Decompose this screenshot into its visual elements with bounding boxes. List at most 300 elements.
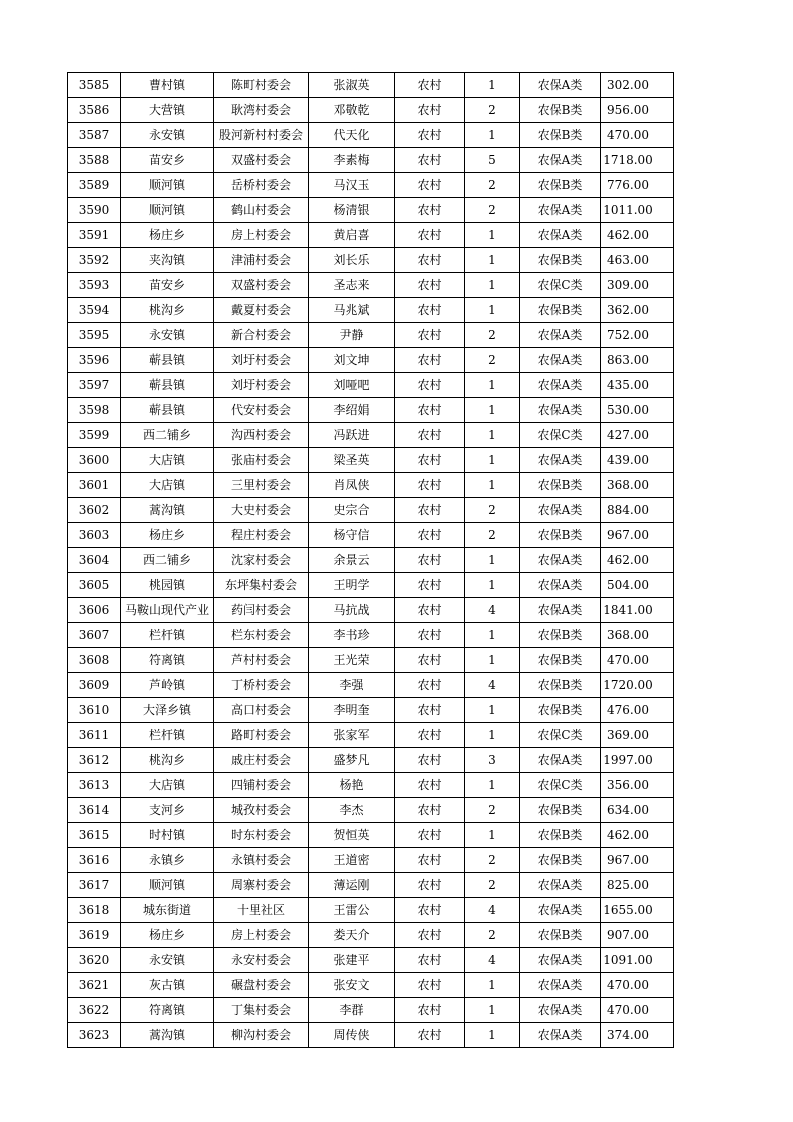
town-name-cell: 芦岭镇 <box>121 673 214 698</box>
row-number-cell: 3596 <box>68 348 121 373</box>
village-committee-cell: 三里村委会 <box>214 473 309 498</box>
household-size-cell: 1 <box>465 723 520 748</box>
village-committee-cell: 耿湾村委会 <box>214 98 309 123</box>
table-row <box>68 273 674 298</box>
village-committee-cell: 股河新村村委会 <box>214 123 309 148</box>
insurance-category-cell: 农保A类 <box>520 998 601 1023</box>
person-name-cell: 王雷公 <box>309 898 395 923</box>
insurance-category-cell: 农保B类 <box>520 923 601 948</box>
village-committee-cell: 房上村委会 <box>214 223 309 248</box>
row-number-cell: 3591 <box>68 223 121 248</box>
table-row <box>68 98 674 123</box>
amount-cell: 476.00 <box>601 698 674 723</box>
insurance-category-cell: 农保A类 <box>520 948 601 973</box>
village-committee-cell: 戚庄村委会 <box>214 748 309 773</box>
table-row <box>68 948 674 973</box>
table-row <box>68 623 674 648</box>
household-size-cell: 1 <box>465 548 520 573</box>
insurance-category-cell: 农保A类 <box>520 898 601 923</box>
town-name-cell: 蕲县镇 <box>121 398 214 423</box>
insurance-category-cell: 农保C类 <box>520 423 601 448</box>
household-type-cell: 农村 <box>395 923 465 948</box>
person-name-cell: 肖凤侠 <box>309 473 395 498</box>
town-name-cell: 苗安乡 <box>121 273 214 298</box>
household-size-cell: 4 <box>465 898 520 923</box>
person-name-cell: 张家军 <box>309 723 395 748</box>
amount-cell: 504.00 <box>601 573 674 598</box>
village-committee-cell: 沈家村委会 <box>214 548 309 573</box>
amount-cell: 374.00 <box>601 1023 674 1048</box>
household-type-cell: 农村 <box>395 473 465 498</box>
amount-cell: 967.00 <box>601 848 674 873</box>
person-name-cell: 杨清银 <box>309 198 395 223</box>
row-number-cell: 3593 <box>68 273 121 298</box>
row-number-cell: 3588 <box>68 148 121 173</box>
household-type-cell: 农村 <box>395 73 465 98</box>
household-size-cell: 1 <box>465 298 520 323</box>
table-row <box>68 448 674 473</box>
row-number-cell: 3609 <box>68 673 121 698</box>
insurance-category-cell: 农保B类 <box>520 98 601 123</box>
amount-cell: 1997.00 <box>601 748 674 773</box>
village-committee-cell: 鹤山村委会 <box>214 198 309 223</box>
insurance-category-cell: 农保A类 <box>520 323 601 348</box>
table-row <box>68 498 674 523</box>
village-committee-cell: 高口村委会 <box>214 698 309 723</box>
household-size-cell: 4 <box>465 598 520 623</box>
row-number-cell: 3587 <box>68 123 121 148</box>
village-committee-cell: 张庙村委会 <box>214 448 309 473</box>
assistance-roster-table <box>67 72 674 1048</box>
town-name-cell: 大店镇 <box>121 473 214 498</box>
village-committee-cell: 药闫村委会 <box>214 598 309 623</box>
table-row <box>68 473 674 498</box>
town-name-cell: 大营镇 <box>121 98 214 123</box>
town-name-cell: 桃沟乡 <box>121 748 214 773</box>
person-name-cell: 梁圣英 <box>309 448 395 473</box>
table-body <box>68 73 674 1048</box>
person-name-cell: 张安文 <box>309 973 395 998</box>
town-name-cell: 蒿沟镇 <box>121 1023 214 1048</box>
amount-cell: 1091.00 <box>601 948 674 973</box>
town-name-cell: 栏杆镇 <box>121 623 214 648</box>
row-number-cell: 3613 <box>68 773 121 798</box>
household-type-cell: 农村 <box>395 223 465 248</box>
insurance-category-cell: 农保B类 <box>520 698 601 723</box>
household-type-cell: 农村 <box>395 123 465 148</box>
household-type-cell: 农村 <box>395 648 465 673</box>
insurance-category-cell: 农保B类 <box>520 648 601 673</box>
village-committee-cell: 路町村委会 <box>214 723 309 748</box>
household-type-cell: 农村 <box>395 898 465 923</box>
person-name-cell: 邓敬乾 <box>309 98 395 123</box>
table-row <box>68 573 674 598</box>
household-type-cell: 农村 <box>395 423 465 448</box>
row-number-cell: 3610 <box>68 698 121 723</box>
village-committee-cell: 城孜村委会 <box>214 798 309 823</box>
village-committee-cell: 戴夏村委会 <box>214 298 309 323</box>
person-name-cell: 马抗战 <box>309 598 395 623</box>
person-name-cell: 李绍娟 <box>309 398 395 423</box>
table-row <box>68 723 674 748</box>
table-row <box>68 798 674 823</box>
table-row <box>68 698 674 723</box>
amount-cell: 530.00 <box>601 398 674 423</box>
person-name-cell: 黄启喜 <box>309 223 395 248</box>
person-name-cell: 马兆斌 <box>309 298 395 323</box>
person-name-cell: 史宗合 <box>309 498 395 523</box>
household-type-cell: 农村 <box>395 723 465 748</box>
amount-cell: 470.00 <box>601 973 674 998</box>
village-committee-cell: 大史村委会 <box>214 498 309 523</box>
amount-cell: 368.00 <box>601 473 674 498</box>
insurance-category-cell: 农保A类 <box>520 748 601 773</box>
household-size-cell: 1 <box>465 73 520 98</box>
insurance-category-cell: 农保C类 <box>520 723 601 748</box>
household-type-cell: 农村 <box>395 273 465 298</box>
household-type-cell: 农村 <box>395 498 465 523</box>
row-number-cell: 3598 <box>68 398 121 423</box>
insurance-category-cell: 农保A类 <box>520 348 601 373</box>
household-size-cell: 2 <box>465 173 520 198</box>
table-row <box>68 223 674 248</box>
person-name-cell: 李群 <box>309 998 395 1023</box>
household-size-cell: 2 <box>465 873 520 898</box>
household-size-cell: 2 <box>465 798 520 823</box>
village-committee-cell: 十里社区 <box>214 898 309 923</box>
person-name-cell: 杨守信 <box>309 523 395 548</box>
village-committee-cell: 东坪集村委会 <box>214 573 309 598</box>
person-name-cell: 娄天介 <box>309 923 395 948</box>
household-type-cell: 农村 <box>395 673 465 698</box>
amount-cell: 634.00 <box>601 798 674 823</box>
table-row <box>68 523 674 548</box>
insurance-category-cell: 农保B类 <box>520 823 601 848</box>
amount-cell: 462.00 <box>601 548 674 573</box>
person-name-cell: 王光荣 <box>309 648 395 673</box>
household-type-cell: 农村 <box>395 248 465 273</box>
village-committee-cell: 柳沟村委会 <box>214 1023 309 1048</box>
table-row <box>68 773 674 798</box>
amount-cell: 752.00 <box>601 323 674 348</box>
row-number-cell: 3607 <box>68 623 121 648</box>
household-size-cell: 1 <box>465 223 520 248</box>
assistance-roster-sheet <box>67 72 673 1048</box>
table-row <box>68 998 674 1023</box>
town-name-cell: 杨庄乡 <box>121 523 214 548</box>
row-number-cell: 3586 <box>68 98 121 123</box>
town-name-cell: 栏杆镇 <box>121 723 214 748</box>
person-name-cell: 贺恒英 <box>309 823 395 848</box>
row-number-cell: 3600 <box>68 448 121 473</box>
person-name-cell: 王明学 <box>309 573 395 598</box>
village-committee-cell: 丁桥村委会 <box>214 673 309 698</box>
amount-cell: 368.00 <box>601 623 674 648</box>
town-name-cell: 大店镇 <box>121 448 214 473</box>
table-row <box>68 398 674 423</box>
household-size-cell: 1 <box>465 998 520 1023</box>
row-number-cell: 3594 <box>68 298 121 323</box>
insurance-category-cell: 农保B类 <box>520 248 601 273</box>
insurance-category-cell: 农保A类 <box>520 448 601 473</box>
table-row <box>68 898 674 923</box>
household-type-cell: 农村 <box>395 823 465 848</box>
person-name-cell: 李书珍 <box>309 623 395 648</box>
household-size-cell: 1 <box>465 623 520 648</box>
row-number-cell: 3597 <box>68 373 121 398</box>
amount-cell: 356.00 <box>601 773 674 798</box>
household-type-cell: 农村 <box>395 448 465 473</box>
household-size-cell: 1 <box>465 273 520 298</box>
amount-cell: 776.00 <box>601 173 674 198</box>
household-type-cell: 农村 <box>395 298 465 323</box>
insurance-category-cell: 农保A类 <box>520 873 601 898</box>
household-type-cell: 农村 <box>395 848 465 873</box>
table-row <box>68 973 674 998</box>
household-type-cell: 农村 <box>395 323 465 348</box>
village-committee-cell: 双盛村委会 <box>214 148 309 173</box>
household-type-cell: 农村 <box>395 173 465 198</box>
person-name-cell: 李强 <box>309 673 395 698</box>
town-name-cell: 夹沟镇 <box>121 248 214 273</box>
insurance-category-cell: 农保B类 <box>520 798 601 823</box>
amount-cell: 302.00 <box>601 73 674 98</box>
insurance-category-cell: 农保B类 <box>520 848 601 873</box>
table-row <box>68 748 674 773</box>
person-name-cell: 薄运刚 <box>309 873 395 898</box>
household-size-cell: 3 <box>465 748 520 773</box>
person-name-cell: 刘哑吧 <box>309 373 395 398</box>
amount-cell: 435.00 <box>601 373 674 398</box>
town-name-cell: 时村镇 <box>121 823 214 848</box>
town-name-cell: 蕲县镇 <box>121 348 214 373</box>
person-name-cell: 盛梦凡 <box>309 748 395 773</box>
town-name-cell: 蒿沟镇 <box>121 498 214 523</box>
insurance-category-cell: 农保B类 <box>520 298 601 323</box>
town-name-cell: 桃沟乡 <box>121 298 214 323</box>
row-number-cell: 3620 <box>68 948 121 973</box>
person-name-cell: 马汉玉 <box>309 173 395 198</box>
row-number-cell: 3605 <box>68 573 121 598</box>
person-name-cell: 余景云 <box>309 548 395 573</box>
table-row <box>68 673 674 698</box>
household-type-cell: 农村 <box>395 398 465 423</box>
town-name-cell: 顺河镇 <box>121 873 214 898</box>
village-committee-cell: 时东村委会 <box>214 823 309 848</box>
table-row <box>68 423 674 448</box>
amount-cell: 470.00 <box>601 998 674 1023</box>
town-name-cell: 顺河镇 <box>121 173 214 198</box>
table-row <box>68 923 674 948</box>
village-committee-cell: 双盛村委会 <box>214 273 309 298</box>
amount-cell: 470.00 <box>601 648 674 673</box>
person-name-cell: 王道密 <box>309 848 395 873</box>
town-name-cell: 永安镇 <box>121 948 214 973</box>
row-number-cell: 3595 <box>68 323 121 348</box>
insurance-category-cell: 农保A类 <box>520 148 601 173</box>
household-type-cell: 农村 <box>395 623 465 648</box>
village-committee-cell: 芦村村委会 <box>214 648 309 673</box>
table-row <box>68 323 674 348</box>
amount-cell: 462.00 <box>601 223 674 248</box>
row-number-cell: 3618 <box>68 898 121 923</box>
person-name-cell: 尹静 <box>309 323 395 348</box>
row-number-cell: 3608 <box>68 648 121 673</box>
row-number-cell: 3606 <box>68 598 121 623</box>
insurance-category-cell: 农保A类 <box>520 223 601 248</box>
household-size-cell: 2 <box>465 198 520 223</box>
row-number-cell: 3599 <box>68 423 121 448</box>
table-row <box>68 298 674 323</box>
row-number-cell: 3589 <box>68 173 121 198</box>
town-name-cell: 杨庄乡 <box>121 223 214 248</box>
insurance-category-cell: 农保A类 <box>520 973 601 998</box>
amount-cell: 1841.00 <box>601 598 674 623</box>
household-type-cell: 农村 <box>395 873 465 898</box>
person-name-cell: 李明奎 <box>309 698 395 723</box>
town-name-cell: 永安镇 <box>121 323 214 348</box>
row-number-cell: 3602 <box>68 498 121 523</box>
village-committee-cell: 刘圩村委会 <box>214 373 309 398</box>
household-type-cell: 农村 <box>395 998 465 1023</box>
household-type-cell: 农村 <box>395 523 465 548</box>
village-committee-cell: 陈町村委会 <box>214 73 309 98</box>
person-name-cell: 李素梅 <box>309 148 395 173</box>
person-name-cell: 张淑英 <box>309 73 395 98</box>
town-name-cell: 桃园镇 <box>121 573 214 598</box>
row-number-cell: 3585 <box>68 73 121 98</box>
insurance-category-cell: 农保B类 <box>520 673 601 698</box>
household-size-cell: 1 <box>465 648 520 673</box>
household-type-cell: 农村 <box>395 598 465 623</box>
insurance-category-cell: 农保A类 <box>520 548 601 573</box>
person-name-cell: 冯跃进 <box>309 423 395 448</box>
household-type-cell: 农村 <box>395 548 465 573</box>
town-name-cell: 西二铺乡 <box>121 548 214 573</box>
village-committee-cell: 栏东村委会 <box>214 623 309 648</box>
village-committee-cell: 房上村委会 <box>214 923 309 948</box>
amount-cell: 463.00 <box>601 248 674 273</box>
row-number-cell: 3617 <box>68 873 121 898</box>
amount-cell: 825.00 <box>601 873 674 898</box>
row-number-cell: 3604 <box>68 548 121 573</box>
village-committee-cell: 周寨村委会 <box>214 873 309 898</box>
row-number-cell: 3603 <box>68 523 121 548</box>
insurance-category-cell: 农保B类 <box>520 623 601 648</box>
row-number-cell: 3623 <box>68 1023 121 1048</box>
town-name-cell: 符离镇 <box>121 648 214 673</box>
household-size-cell: 1 <box>465 423 520 448</box>
row-number-cell: 3619 <box>68 923 121 948</box>
amount-cell: 369.00 <box>601 723 674 748</box>
town-name-cell: 蕲县镇 <box>121 373 214 398</box>
insurance-category-cell: 农保B类 <box>520 123 601 148</box>
amount-cell: 967.00 <box>601 523 674 548</box>
household-size-cell: 1 <box>465 473 520 498</box>
amount-cell: 462.00 <box>601 823 674 848</box>
household-size-cell: 1 <box>465 973 520 998</box>
person-name-cell: 周传侠 <box>309 1023 395 1048</box>
person-name-cell: 刘文坤 <box>309 348 395 373</box>
household-size-cell: 1 <box>465 823 520 848</box>
village-committee-cell: 永镇村委会 <box>214 848 309 873</box>
amount-cell: 1718.00 <box>601 148 674 173</box>
table-row <box>68 148 674 173</box>
amount-cell: 884.00 <box>601 498 674 523</box>
table-row <box>68 1023 674 1048</box>
village-committee-cell: 永安村委会 <box>214 948 309 973</box>
row-number-cell: 3611 <box>68 723 121 748</box>
amount-cell: 1655.00 <box>601 898 674 923</box>
table-row <box>68 373 674 398</box>
insurance-category-cell: 农保B类 <box>520 523 601 548</box>
household-size-cell: 1 <box>465 398 520 423</box>
household-size-cell: 1 <box>465 1023 520 1048</box>
table-row <box>68 73 674 98</box>
town-name-cell: 大泽乡镇 <box>121 698 214 723</box>
town-name-cell: 马鞍山现代产业 <box>121 598 214 623</box>
table-row <box>68 873 674 898</box>
row-number-cell: 3616 <box>68 848 121 873</box>
town-name-cell: 杨庄乡 <box>121 923 214 948</box>
household-size-cell: 1 <box>465 698 520 723</box>
village-committee-cell: 碾盘村委会 <box>214 973 309 998</box>
village-committee-cell: 刘圩村委会 <box>214 348 309 373</box>
insurance-category-cell: 农保B类 <box>520 173 601 198</box>
row-number-cell: 3615 <box>68 823 121 848</box>
household-type-cell: 农村 <box>395 348 465 373</box>
household-size-cell: 4 <box>465 948 520 973</box>
household-size-cell: 4 <box>465 673 520 698</box>
household-type-cell: 农村 <box>395 373 465 398</box>
amount-cell: 362.00 <box>601 298 674 323</box>
household-type-cell: 农村 <box>395 773 465 798</box>
person-name-cell: 杨艳 <box>309 773 395 798</box>
town-name-cell: 永安镇 <box>121 123 214 148</box>
household-size-cell: 1 <box>465 123 520 148</box>
amount-cell: 1011.00 <box>601 198 674 223</box>
person-name-cell: 圣志来 <box>309 273 395 298</box>
insurance-category-cell: 农保C类 <box>520 773 601 798</box>
town-name-cell: 符离镇 <box>121 998 214 1023</box>
person-name-cell: 刘长乐 <box>309 248 395 273</box>
row-number-cell: 3590 <box>68 198 121 223</box>
town-name-cell: 永镇乡 <box>121 848 214 873</box>
village-committee-cell: 丁集村委会 <box>214 998 309 1023</box>
amount-cell: 470.00 <box>601 123 674 148</box>
village-committee-cell: 沟西村委会 <box>214 423 309 448</box>
table-row <box>68 648 674 673</box>
insurance-category-cell: 农保A类 <box>520 398 601 423</box>
household-size-cell: 1 <box>465 248 520 273</box>
household-size-cell: 2 <box>465 323 520 348</box>
household-size-cell: 2 <box>465 848 520 873</box>
household-size-cell: 2 <box>465 348 520 373</box>
household-size-cell: 1 <box>465 573 520 598</box>
row-number-cell: 3592 <box>68 248 121 273</box>
town-name-cell: 曹村镇 <box>121 73 214 98</box>
household-size-cell: 1 <box>465 373 520 398</box>
table-row <box>68 348 674 373</box>
table-row <box>68 248 674 273</box>
household-size-cell: 2 <box>465 98 520 123</box>
table-row <box>68 173 674 198</box>
insurance-category-cell: 农保A类 <box>520 498 601 523</box>
person-name-cell: 李杰 <box>309 798 395 823</box>
row-number-cell: 3601 <box>68 473 121 498</box>
insurance-category-cell: 农保A类 <box>520 598 601 623</box>
row-number-cell: 3621 <box>68 973 121 998</box>
